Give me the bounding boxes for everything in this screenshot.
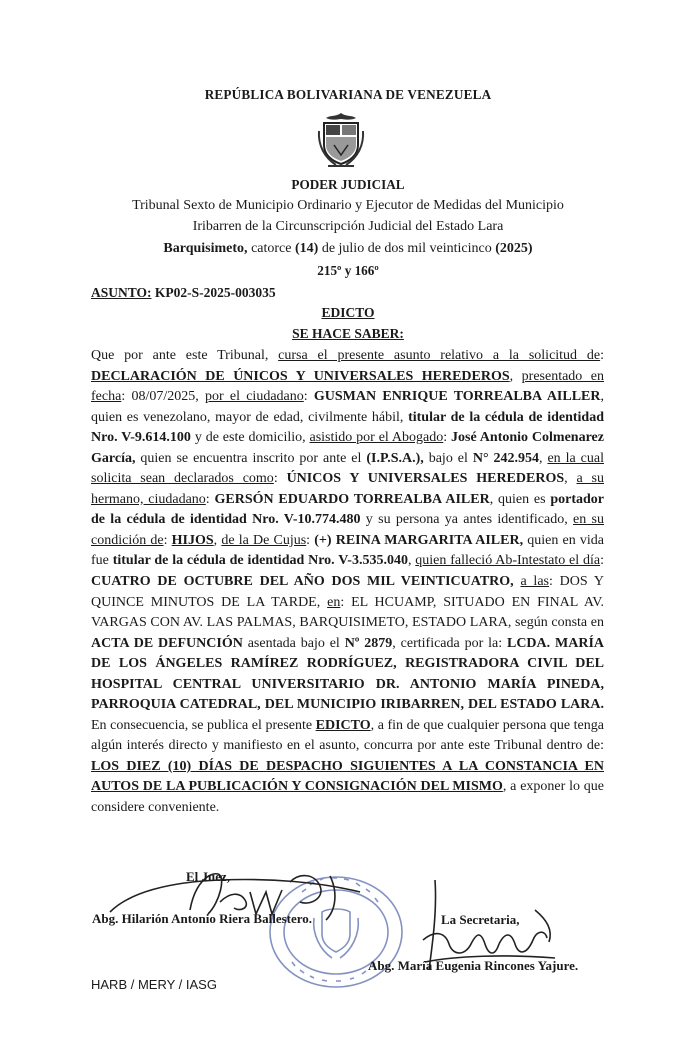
date-text: de julio de dos mil veinticinco xyxy=(318,241,496,256)
case-label: ASUNTO: xyxy=(91,285,152,300)
years-line: 215º y 166º xyxy=(317,263,379,278)
document-subtitle: SE HACE SABER: xyxy=(292,326,404,341)
country-heading: REPÚBLICA BOLIVARIANA DE VENEZUELA xyxy=(204,87,492,102)
court-name-line-1: Tribunal Sexto de Municipio Ordinario y Ejecutor de Medidas del Municipio xyxy=(132,198,564,213)
secretary-label: La Secretaria, xyxy=(441,912,520,927)
date-city: Barquisimeto, xyxy=(163,241,248,256)
document-title: EDICTO xyxy=(321,305,375,320)
case-number xyxy=(91,285,276,301)
date-text: catorce xyxy=(247,241,295,256)
coat-of-arms-icon xyxy=(316,111,366,169)
edict-body: Que por ante este Tribunal, cursa el presente asunto relativo a la solicitud de: DECLARACIÓN DE ÚNICOS Y UNIVERSALES HEREDEROS, presentado en fecha: 08/07/2025, por el ciudadano: GUSMAN ENRIQUE TORREALBA AILLER, quien es venezolano, mayor de edad, civilmente hábil, titular de la cédula de identidad Nro. V-9.614.100 y de este domicilio, asistido por el Abogado: José Antonio Colmenarez García, quien se encuentra inscrito por ante el (I.P.S.A.), bajo el N° 242.954, en la cual solicita sean declarados como: ÚNICOS Y UNIVERSALES HEREDEROS, a su hermano, ciudadano: GERSÓN EDUARDO TORREALBA AILER, quien es portador de la cédula de identidad Nro. V-10.774.480 y su persona ya antes identificado, en su condición de: HIJOS, de la De Cujus: (+) REINA MARGARITA AILER, quien en vida fue titular de la cédula de identidad Nro. V-3.535.040, quien falleció Ab-Intestato el día: CUATRO DE OCTUBRE DEL AÑO DOS MIL VEINTICUATRO, a las: DOS Y QUINCE MINUTOS DE LA TARDE, en: EL HCUAMP, SITUADO EN FINAL AV. VARGAS CON AV. LAS PALMAS, BARQUISIMETO, ESTADO LARA, según consta en ACTA DE DEFUNCIÓN asentada bajo el Nº 2879, certificada por la: LCDA. MARÍA DE LOS ÁNGELES RAMÍREZ RODRÍGUEZ, REGISTRADORA CIVIL DEL HOSPITAL CENTRAL UNIVERSITARIO DR. ANTONIO MARÍA PINEDA, PARROQUIA CATEDRAL, DEL MUNICIPIO IRIBARREN, DEL ESTADO LARA. En consecuencia, se publica el presente EDICTO, a fin de que cualquier persona que tenga algún interés directo y manifiesto en el asunto, concurra por ante este Tribunal dentro de: LOS DIEZ (10) DÍAS DE DESPACHO SIGUIENTES A LA CONSTANCIA EN AUTOS DE LA PUBLICACIÓN Y CONSIGNACIÓN DEL MISMO, a exponer lo que considere conveniente. xyxy=(91,348,605,816)
case-value: KP02-S-2025-003035 xyxy=(151,285,276,300)
secretary-name: Abg. María Eugenia Rincones Yajure. xyxy=(368,958,579,973)
branch-heading: PODER JUDICIAL xyxy=(291,177,405,192)
judge-label: El Juez, xyxy=(186,869,231,884)
court-name-line-2: Iribarren de la Circunscripción Judicial del Estado Lara xyxy=(192,219,504,234)
reference-initials: HARB / MERY / IASG xyxy=(91,977,217,992)
date-line xyxy=(0,241,696,257)
date-day: (14) xyxy=(294,241,319,256)
judge-name: Abg. Hilarión Antonio Riera Ballestero. xyxy=(92,911,313,926)
date-year: (2025) xyxy=(495,241,533,256)
